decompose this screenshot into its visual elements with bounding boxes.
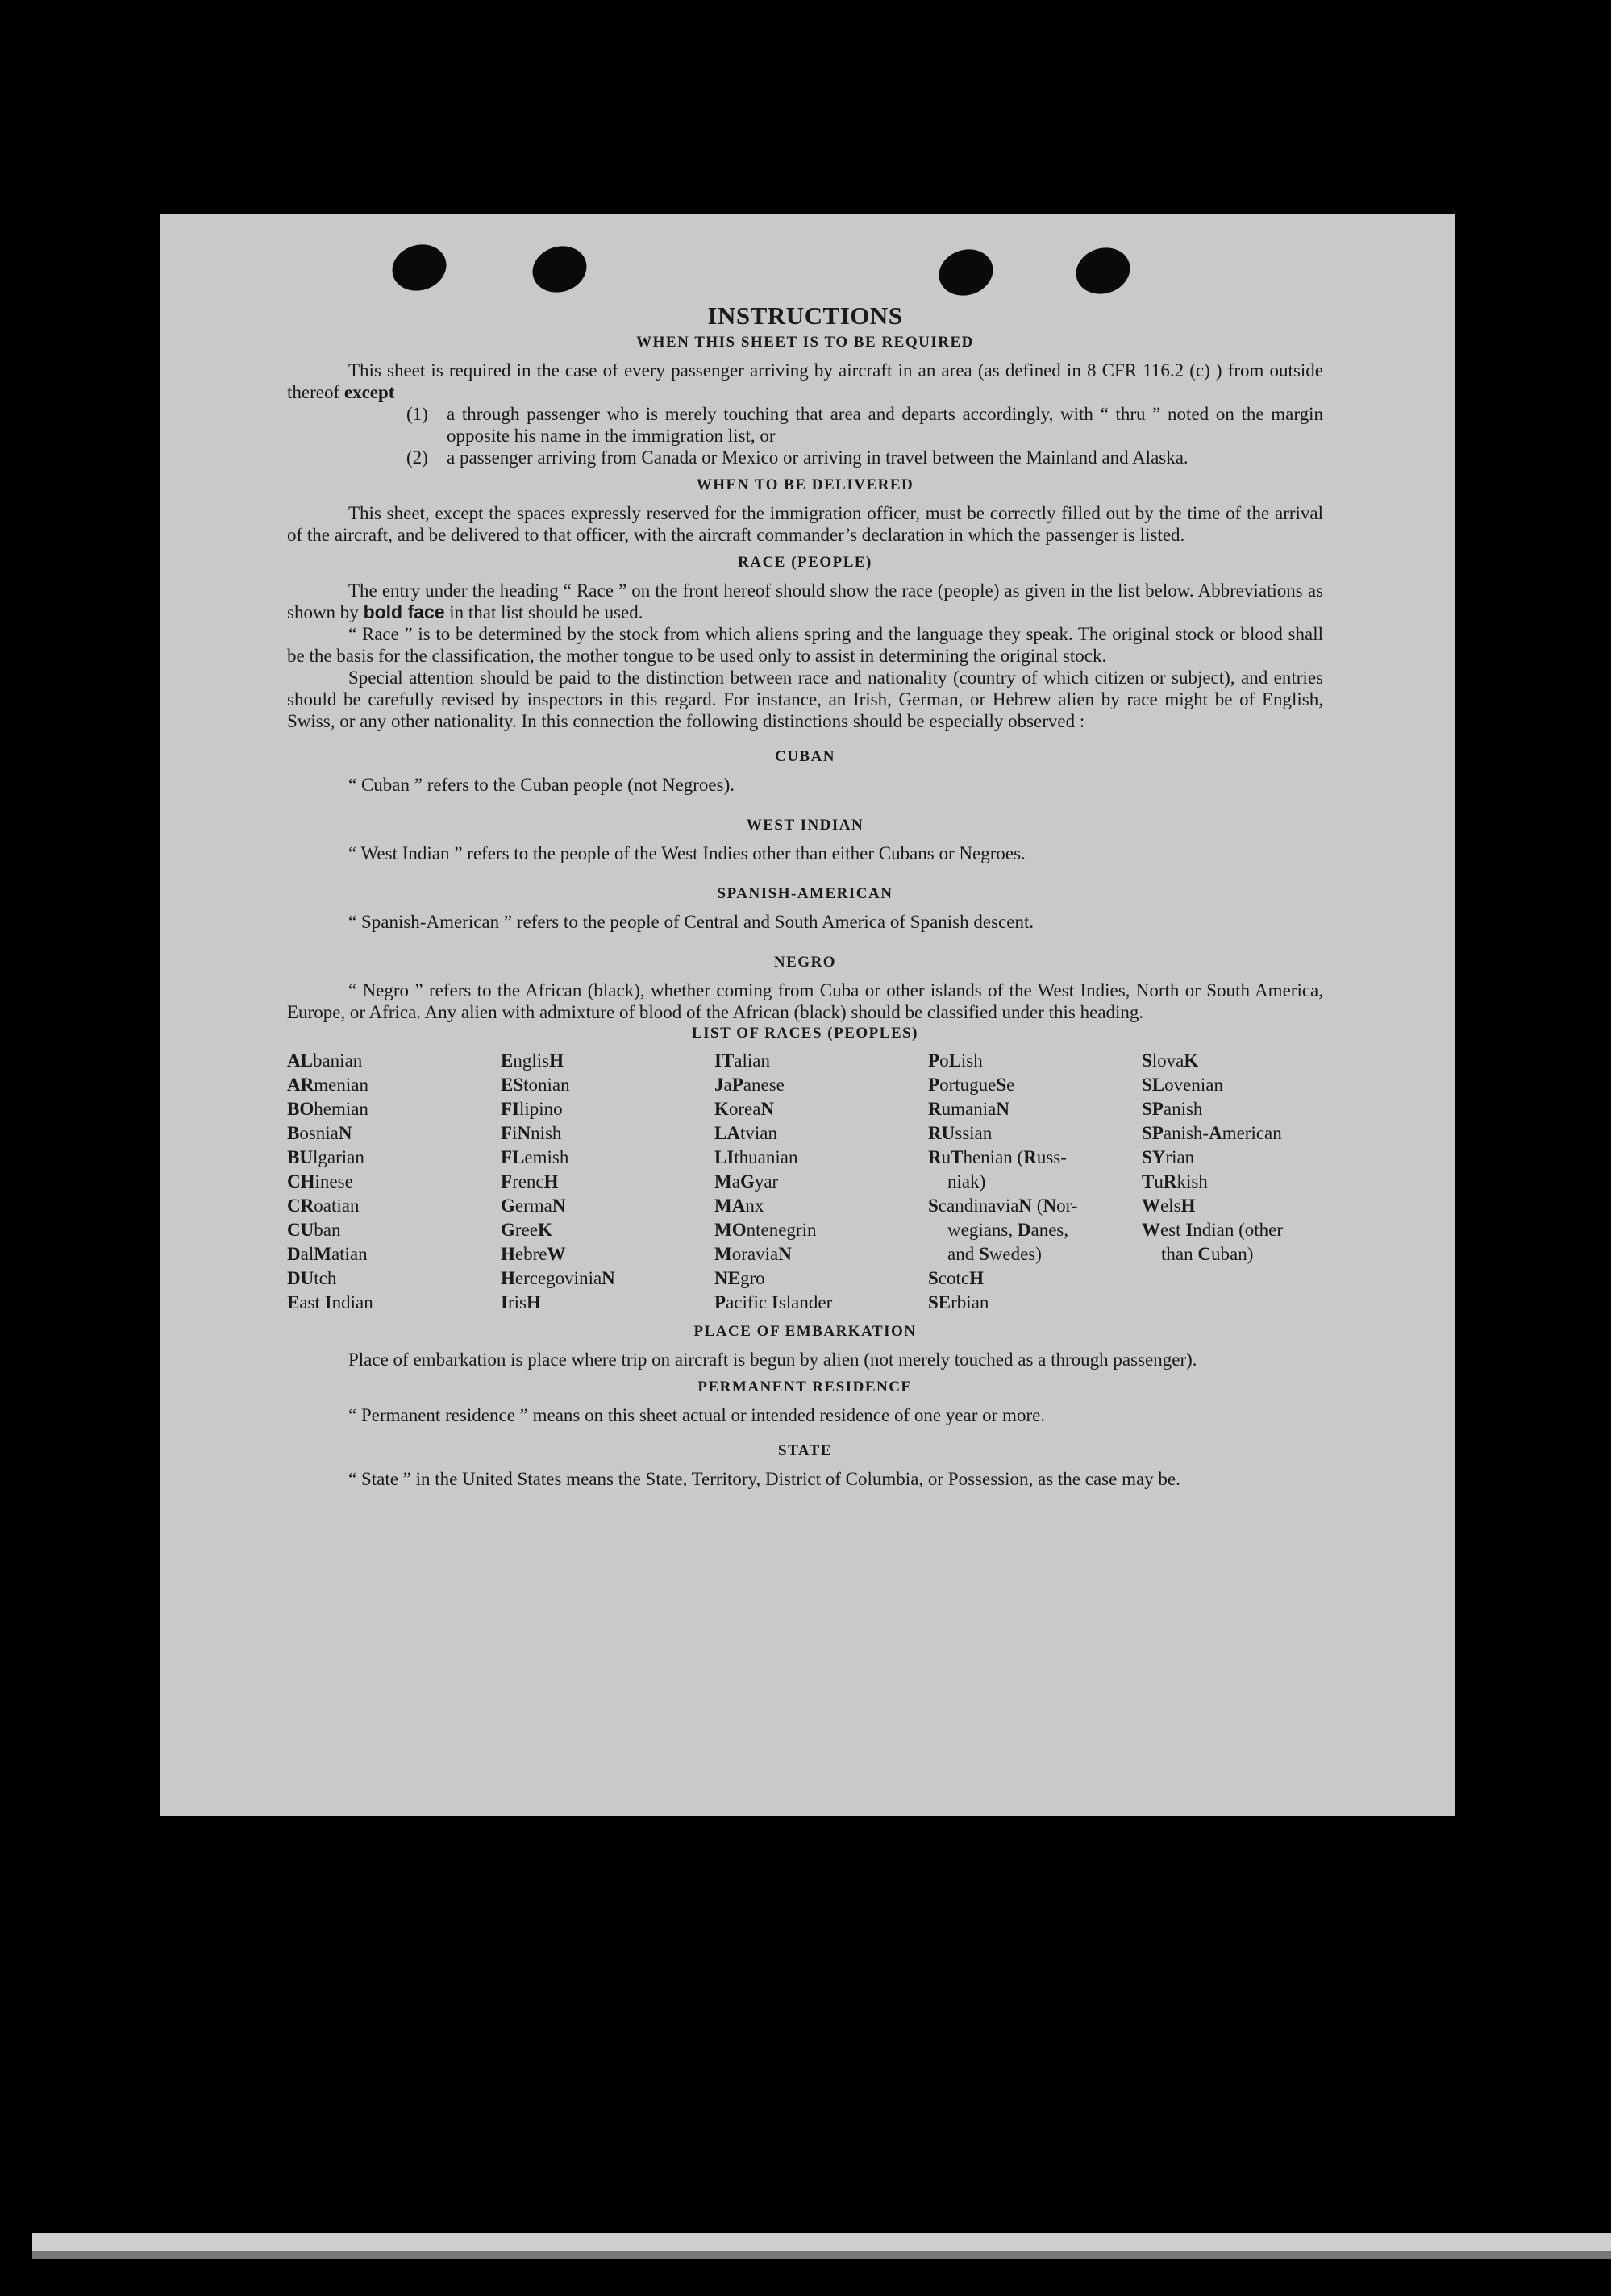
race-entry: East Indian	[287, 1292, 373, 1312]
race-entry: PoLish	[928, 1050, 983, 1071]
races-column-2	[501, 1049, 714, 1315]
race-entry: WelsH	[1142, 1196, 1196, 1216]
race-entry: niak)	[947, 1171, 986, 1192]
race-entry: wegians, Danes,	[947, 1220, 1069, 1240]
state-text: “ State ” in the United States means the State, Territory, District of Columbia, or Possession, as the case may be.	[348, 1469, 1180, 1489]
race-entry: DalMatian	[287, 1244, 368, 1264]
race-entry: HercegoviniaN	[501, 1268, 615, 1288]
race-p1-post: in that list should be used.	[449, 602, 643, 622]
race-entry: HebreW	[501, 1244, 566, 1264]
races-column-5	[1142, 1049, 1323, 1315]
race-paragraph-1	[287, 580, 1323, 623]
race-entry: FiNnish	[501, 1123, 562, 1143]
race-entry: FrencH	[501, 1171, 559, 1192]
race-entry: IrisH	[501, 1292, 541, 1312]
race-entry: RUssian	[928, 1123, 993, 1143]
race-entry: RumaniaN	[928, 1099, 1009, 1119]
race-entry: CHinese	[287, 1171, 353, 1192]
page-title: INSTRUCTIONS	[707, 302, 903, 330]
race-entry: ALbanian	[287, 1050, 363, 1071]
race-entry: MAnx	[714, 1196, 764, 1216]
race-entry: KoreaN	[714, 1099, 775, 1119]
race-paragraph-3: Special attention should be paid to the distinction between race and nationality (country of which citizen or subject), and entries should be carefully revised by inspectors in this regard. For instance, an Irish, German, or Hebrew alien by race might be of English, Swiss, or any other nationality. In this connection the following distinctions should be especially observed :	[287, 668, 1323, 731]
race-entry: BUlgarian	[287, 1147, 364, 1167]
heading-west-indian: WEST INDIAN	[746, 817, 864, 834]
race-paragraph-2: “ Race ” is to be determined by the stock from which aliens spring and the language they speak. The original stock or blood shall be the basis for the classification, the mother tongue to be used only to assist in determining the original stock.	[287, 624, 1323, 666]
race-entry: DUtch	[287, 1268, 337, 1288]
race-entry: and Swedes)	[947, 1244, 1042, 1264]
race-entry: Pacific Islander	[714, 1292, 833, 1312]
heading-permanent-residence: PERMANENT RESIDENCE	[697, 1379, 913, 1395]
race-entry: SPanish-American	[1142, 1123, 1282, 1143]
races-column-4	[928, 1049, 1142, 1315]
punch-hole-2	[527, 239, 593, 299]
race-entry: LAtvian	[714, 1123, 777, 1143]
west-indian-text: “ West Indian ” refers to the people of the West Indies other than either Cubans or Negroes.	[348, 843, 1026, 863]
required-intro	[287, 360, 1323, 403]
race-entry: FLemish	[501, 1147, 569, 1167]
item-number: (1)	[406, 404, 428, 424]
race-entry: MOntenegrin	[714, 1220, 817, 1240]
race-entry: GermaN	[501, 1196, 566, 1216]
races-list	[287, 1049, 1323, 1315]
heading-spanish-american: SPANISH-AMERICAN	[717, 885, 893, 902]
cuban-text: “ Cuban ” refers to the Cuban people (not Negroes).	[348, 775, 735, 795]
document-sheet	[160, 214, 1455, 1816]
residence-text: “ Permanent residence ” means on this sheet actual or intended residence of one year or more.	[348, 1405, 1046, 1425]
race-entry: MaGyar	[714, 1171, 779, 1192]
item-text: a through passenger who is merely touching that area and departs accordingly, with “ thru ” noted on the margin opposite his name in the immigration list, or	[447, 404, 1323, 446]
race-entry: MoraviaN	[714, 1244, 792, 1264]
heading-delivered: WHEN TO BE DELIVERED	[696, 476, 914, 493]
negro-text: “ Negro ” refers to the African (black), whether coming from Cuba or other islands of the West Indies, North or South America, Europe, or Africa. Any alien with admixture of blood of the African (black) should be classified under this heading.	[287, 980, 1323, 1022]
heading-list-of-races: LIST OF RACES (PEOPLES)	[691, 1025, 919, 1042]
race-entry: than Cuban)	[1161, 1244, 1254, 1264]
delivered-text: This sheet, except the spaces expressly reserved for the immigration officer, must be correctly filled out by the time of the arrival of the aircraft, and be delivered to that officer, with the aircraft commander’s declaration in which the passenger is listed.	[287, 503, 1323, 545]
race-entry: ITalian	[714, 1050, 770, 1071]
race-entry: SlovaK	[1142, 1050, 1199, 1071]
race-entry: ScotcH	[928, 1268, 984, 1288]
film-edge-strip	[32, 2233, 1611, 2251]
race-entry: CUban	[287, 1220, 341, 1240]
race-entry: GreeK	[501, 1220, 552, 1240]
required-intro-text: This sheet is required in the case of every passenger arriving by aircraft in an area (as defined in 8 CFR 116.2 (c) ) from outside thereof	[287, 360, 1323, 402]
punch-hole-3	[933, 243, 999, 302]
race-entry: JaPanese	[714, 1075, 785, 1095]
race-entry: SErbian	[928, 1292, 989, 1312]
race-entry: BOhemian	[287, 1099, 368, 1119]
races-column-3	[714, 1049, 928, 1315]
heading-embarkation: PLACE OF EMBARKATION	[693, 1323, 917, 1340]
race-entry: FIlipino	[501, 1099, 563, 1119]
embarkation-text: Place of embarkation is place where trip on aircraft is begun by alien (not merely touched as a through passenger).	[348, 1350, 1197, 1370]
race-p1-bold: bold face	[363, 601, 445, 622]
required-intro-bold: except	[343, 382, 395, 402]
film-edge-shadow	[32, 2251, 1611, 2259]
race-entry: PortugueSe	[928, 1075, 1015, 1095]
spanish-american-text: “ Spanish-American ” refers to the people of Central and South America of Spanish descent.	[348, 912, 1034, 932]
item-text: a passenger arriving from Canada or Mexico or arriving in travel between the Mainland and Alaska.	[447, 447, 1188, 468]
item-number: (2)	[406, 447, 428, 468]
race-entry: SLovenian	[1142, 1075, 1223, 1095]
race-entry: SPanish	[1142, 1099, 1203, 1119]
instructions-content	[287, 300, 1323, 1490]
race-entry: NEgro	[714, 1268, 765, 1288]
race-entry: SYrian	[1142, 1147, 1195, 1167]
race-entry: CRoatian	[287, 1196, 360, 1216]
heading-race: RACE (PEOPLE)	[738, 554, 872, 571]
race-entry: LIthuanian	[714, 1147, 798, 1167]
race-entry: EnglisH	[501, 1050, 564, 1071]
race-entry: EStonian	[501, 1075, 570, 1095]
required-item-2	[406, 447, 1323, 468]
race-entry: West Indian (other	[1142, 1220, 1284, 1240]
races-column-1	[287, 1049, 501, 1315]
punch-hole-4	[1070, 241, 1136, 301]
heading-cuban: CUBAN	[774, 748, 836, 765]
race-entry: TuRkish	[1142, 1171, 1208, 1192]
race-entry: BosniaN	[287, 1123, 352, 1143]
race-entry: ScandinaviaN (Nor-	[928, 1196, 1078, 1216]
heading-required: WHEN THIS SHEET IS TO BE REQUIRED	[636, 334, 974, 351]
heading-state: STATE	[778, 1442, 832, 1459]
required-item-1	[406, 403, 1323, 447]
heading-negro: NEGRO	[773, 954, 837, 971]
race-entry: ARmenian	[287, 1075, 368, 1095]
punch-hole-1	[386, 238, 452, 297]
race-entry: RuThenian (Russ-	[928, 1147, 1067, 1167]
race-p1-text: The entry under the heading “ Race ” on the front hereof should show the race (people) as given in the list below. Abbreviations as shown by	[287, 580, 1323, 622]
